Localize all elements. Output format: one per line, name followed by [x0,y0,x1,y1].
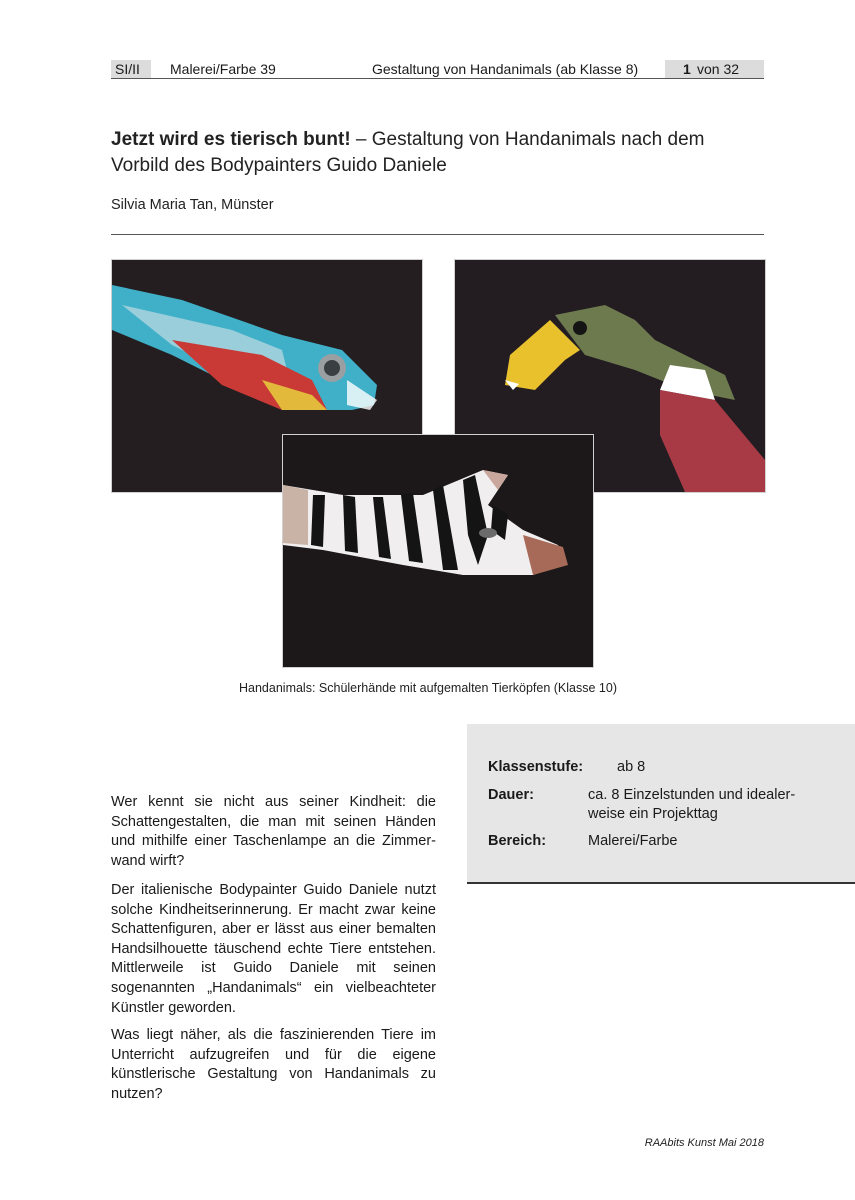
dauer-label: Dauer: [488,787,534,803]
header-series: Malerei/Farbe 39 [170,61,276,77]
footer-source: RAAbits Kunst Mai 2018 [644,1137,764,1149]
info-box-rule [467,882,855,884]
photo-caption: Handanimals: Schülerhände mit aufgemalten Tierköpfen (Klasse 10) [239,681,617,695]
title-bold: Jetzt wird es tierisch bunt! [111,129,351,150]
bereich-label: Bereich: [488,833,547,849]
header-rule [111,78,764,79]
author: Silvia Maria Tan, Münster [111,197,274,213]
bereich-value: Malerei/Farbe [588,833,678,849]
header-page-number: 1 [683,61,691,77]
paragraph-2: Der italienische Bodypainter Guido Daniele nutzt solche Kindheitserinnerung. Er macht zwar keine Schattenfiguren, aber er lässt aus einer bemalten Handsilhouette täuschend echte Tiere entstehen. Mittlerweile ist Guido Daniele mit seinen sogenannten „Handanimals“ ein vielbeachteter Künstler geworden. [111,882,436,1016]
klassenstufe-label: Klassenstufe: [488,759,584,775]
header-topic: Gestaltung von Handanimals (ab Klasse 8) [372,61,639,77]
header-level: SI/II [115,61,140,77]
paragraph-1: Wer kennt sie nicht aus seiner Kindheit: die Schattengestalten, die man mit seinen Händen und mithilfe einer Taschenlampe an die Zimmerwand wirft? [111,794,436,869]
klassenstufe-value: ab 8 [617,759,646,775]
page-title [111,127,761,179]
header-page-total: von 32 [697,61,740,77]
title-rule [111,234,764,235]
info-box [467,724,855,882]
paragraph-3: Was liegt näher, als die faszinierenden Tiere im Unterricht aufzugreifen und für die eigene künstlerische Gestaltung von Handanimals zu nutzen? [111,1027,436,1102]
photo-zebra-hand [282,434,594,668]
title-rest: – Gestaltung von Handanimals nach dem Vorbild des Bodypainters Guido Daniele [111,129,705,176]
dauer-value: ca. 8 Einzelstunden und idealerweise ein Projekttag [588,787,796,822]
